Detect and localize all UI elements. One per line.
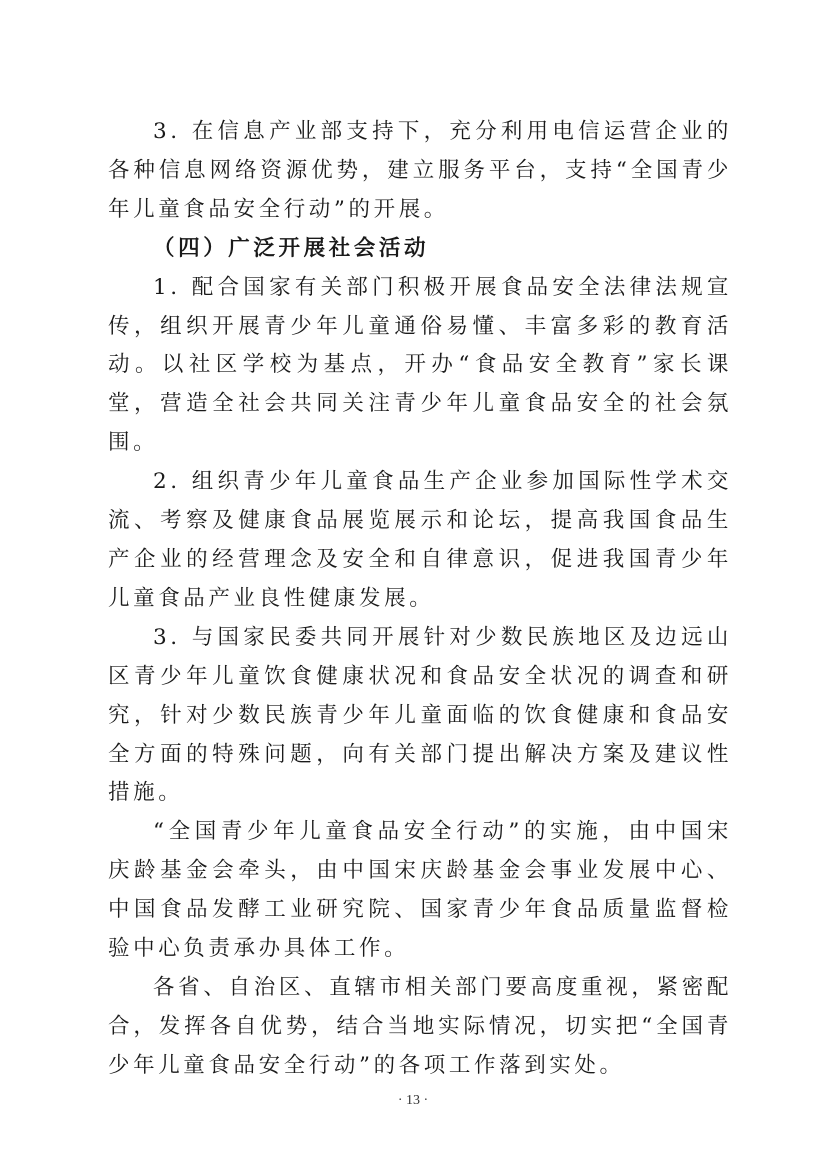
body-text [108, 113, 732, 1086]
paragraph-item-3-information-platform: 3. 在信息产业部支持下，充分利用电信运营企业的各种信息网络资源优势，建立服务平台，支持“全国青少年儿童食品安全行动”的开展。 [108, 119, 732, 222]
paragraph-item-1-publicity: 1. 配合国家有关部门积极开展食品安全法律法规宣传，组织开展青少年儿童通俗易懂、丰富多彩的教育活动。以社区学校为基点，开办“食品安全教育”家长课堂，营造全社会共同关注青少年儿童食品安全的社会氛围。 [108, 274, 732, 456]
paragraph-implementation: “全国青少年儿童食品安全行动”的实施，由中国宋庆龄基金会牵头，由中国宋庆龄基金会事业发展中心、中国食品发酵工业研究院、国家青少年食品质量监督检验中心负责承办具体工作。 [108, 819, 732, 962]
paragraph-item-2-exchange: 2. 组织青少年儿童食品生产企业参加国际性学术交流、考察及健康食品展览展示和论坛，提高我国食品生产企业的经营理念及安全和自律意识，促进我国青少年儿童食品产业良性健康发展。 [108, 469, 732, 611]
page-number: · 13 · [397, 1093, 429, 1108]
paragraph-provincial-cooperation: 各省、自治区、直辖市相关部门要高度重视，紧密配合，发挥各自优势，结合当地实际情况，切实把“全国青少年儿童食品安全行动”的各项工作落到实处。 [108, 974, 732, 1078]
paragraph-item-3-ethnic-regions: 3. 与国家民委共同开展针对少数民族地区及边远山区青少年儿童饮食健康状况和食品安全状况的调查和研究，针对少数民族青少年儿童面临的饮食健康和食品安全方面的特殊问题，向有关部门提出解决方案及建议性措施。 [108, 624, 732, 806]
section-heading-four: （四）广泛开展社会活动 [153, 235, 430, 261]
